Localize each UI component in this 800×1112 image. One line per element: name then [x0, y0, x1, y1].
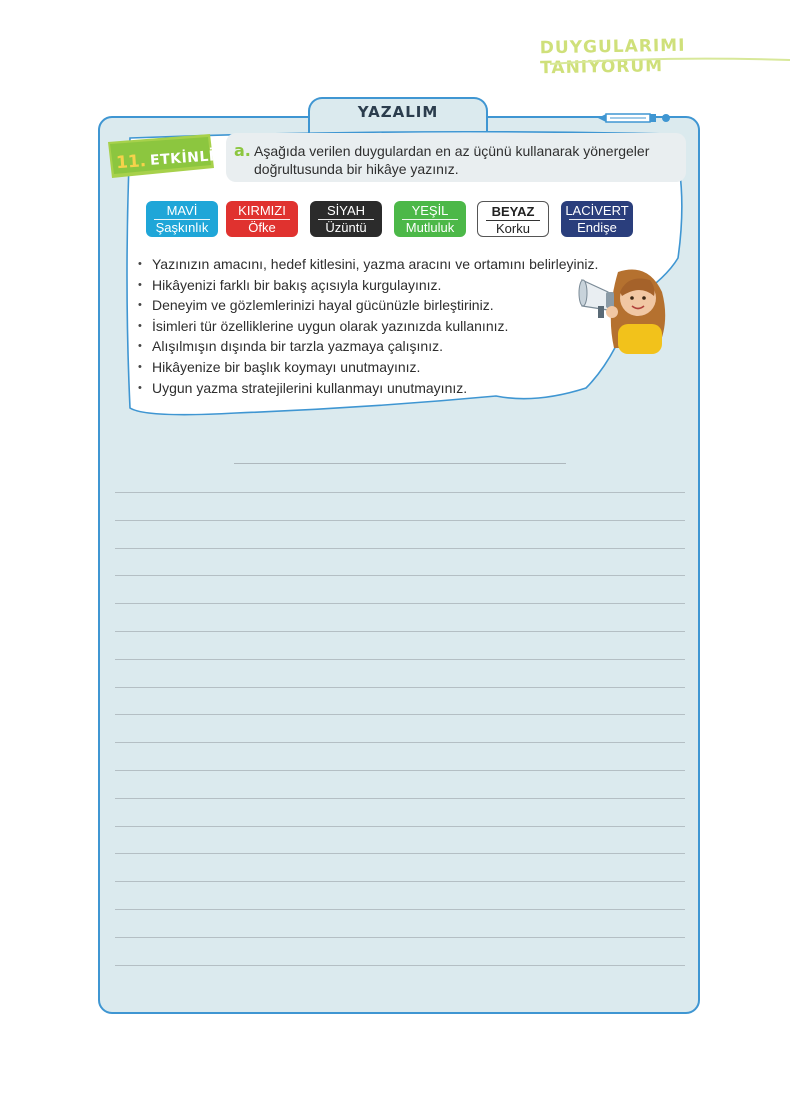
writing-line[interactable] [115, 853, 685, 881]
guidelines-list [138, 254, 598, 398]
chip-color-name: KIRMIZI [238, 203, 286, 218]
chip-feeling: Üzüntü [325, 220, 367, 235]
emotion-chip-siyah [310, 201, 382, 237]
writing-line[interactable] [115, 965, 685, 993]
emotion-chip-yesil [394, 201, 466, 237]
guideline-item: • Uygun yazma stratejilerini kullanmayı unutmayınız. [138, 378, 598, 399]
chip-color-name: SİYAH [326, 203, 366, 218]
emotion-chip-mavi [146, 201, 218, 237]
writing-line[interactable] [115, 937, 685, 965]
chip-color-name: MAVİ [166, 203, 198, 218]
writing-line[interactable] [115, 714, 685, 742]
instruction-text: Aşağıda verilen duygulardan en az üçünü kullanarak yönergeler doğrultusunda bir hikâye yazınız. [254, 143, 650, 177]
girl-with-megaphone-illustration [578, 262, 670, 354]
guideline-item: • Yazınızın amacını, hedef kitlesini, yazma aracını ve ortamını belirleyiniz. [138, 254, 598, 275]
writing-lines[interactable] [115, 492, 685, 992]
chip-feeling: Endişe [577, 220, 617, 235]
writing-line[interactable] [115, 742, 685, 770]
writing-line[interactable] [115, 520, 685, 548]
chip-color-name: BEYAZ [491, 204, 535, 219]
header-underline-swoosh [540, 52, 800, 70]
activity-label: ETKİNLİK [149, 147, 227, 169]
activity-number: 11. [115, 151, 147, 174]
writing-line[interactable] [115, 798, 685, 826]
chip-feeling: Korku [496, 221, 530, 236]
guideline-item: • İsimleri tür özelliklerine uygun olarak yazınızda kullanınız. [138, 316, 598, 337]
activity-badge [107, 136, 227, 183]
item-letter: a. [234, 141, 251, 160]
guideline-item: • Deneyim ve gözlemlerinizi hayal gücünüzle birleştiriniz. [138, 295, 598, 316]
writing-line[interactable] [115, 826, 685, 854]
writing-line[interactable] [115, 603, 685, 631]
chip-color-name: YEŞİL [411, 203, 449, 218]
writing-line[interactable] [115, 770, 685, 798]
chip-feeling: Öfke [248, 220, 276, 235]
pencil-icon [598, 112, 672, 124]
emotion-chip-kirmizi [226, 201, 298, 237]
writing-line[interactable] [115, 659, 685, 687]
writing-line[interactable] [115, 548, 685, 576]
guideline-item: • Alışılmışın dışında bir tarzla yazmaya çalışınız. [138, 336, 598, 357]
emotion-chip-lacivert [561, 201, 633, 237]
writing-line[interactable] [115, 631, 685, 659]
writing-line[interactable] [115, 492, 685, 520]
chip-color-name: LACİVERT [565, 203, 629, 218]
writing-line[interactable] [115, 687, 685, 715]
writing-line[interactable] [115, 881, 685, 909]
emotion-chip-beyaz [477, 201, 549, 237]
writing-line[interactable] [115, 575, 685, 603]
unit-title: DUYGULARIMI TANIYORUM [539, 35, 686, 79]
guideline-item: • Hikâyenize bir başlık koymayı unutmayınız. [138, 357, 598, 378]
section-title: YAZALIM [357, 103, 439, 121]
story-title-line[interactable] [234, 463, 566, 464]
writing-line[interactable] [115, 909, 685, 937]
guideline-item: • Hikâyenizi farklı bir bakış açısıyla kurgulayınız. [138, 275, 598, 296]
chip-feeling: Mutluluk [405, 220, 455, 235]
chip-feeling: Şaşkınlık [155, 220, 209, 235]
